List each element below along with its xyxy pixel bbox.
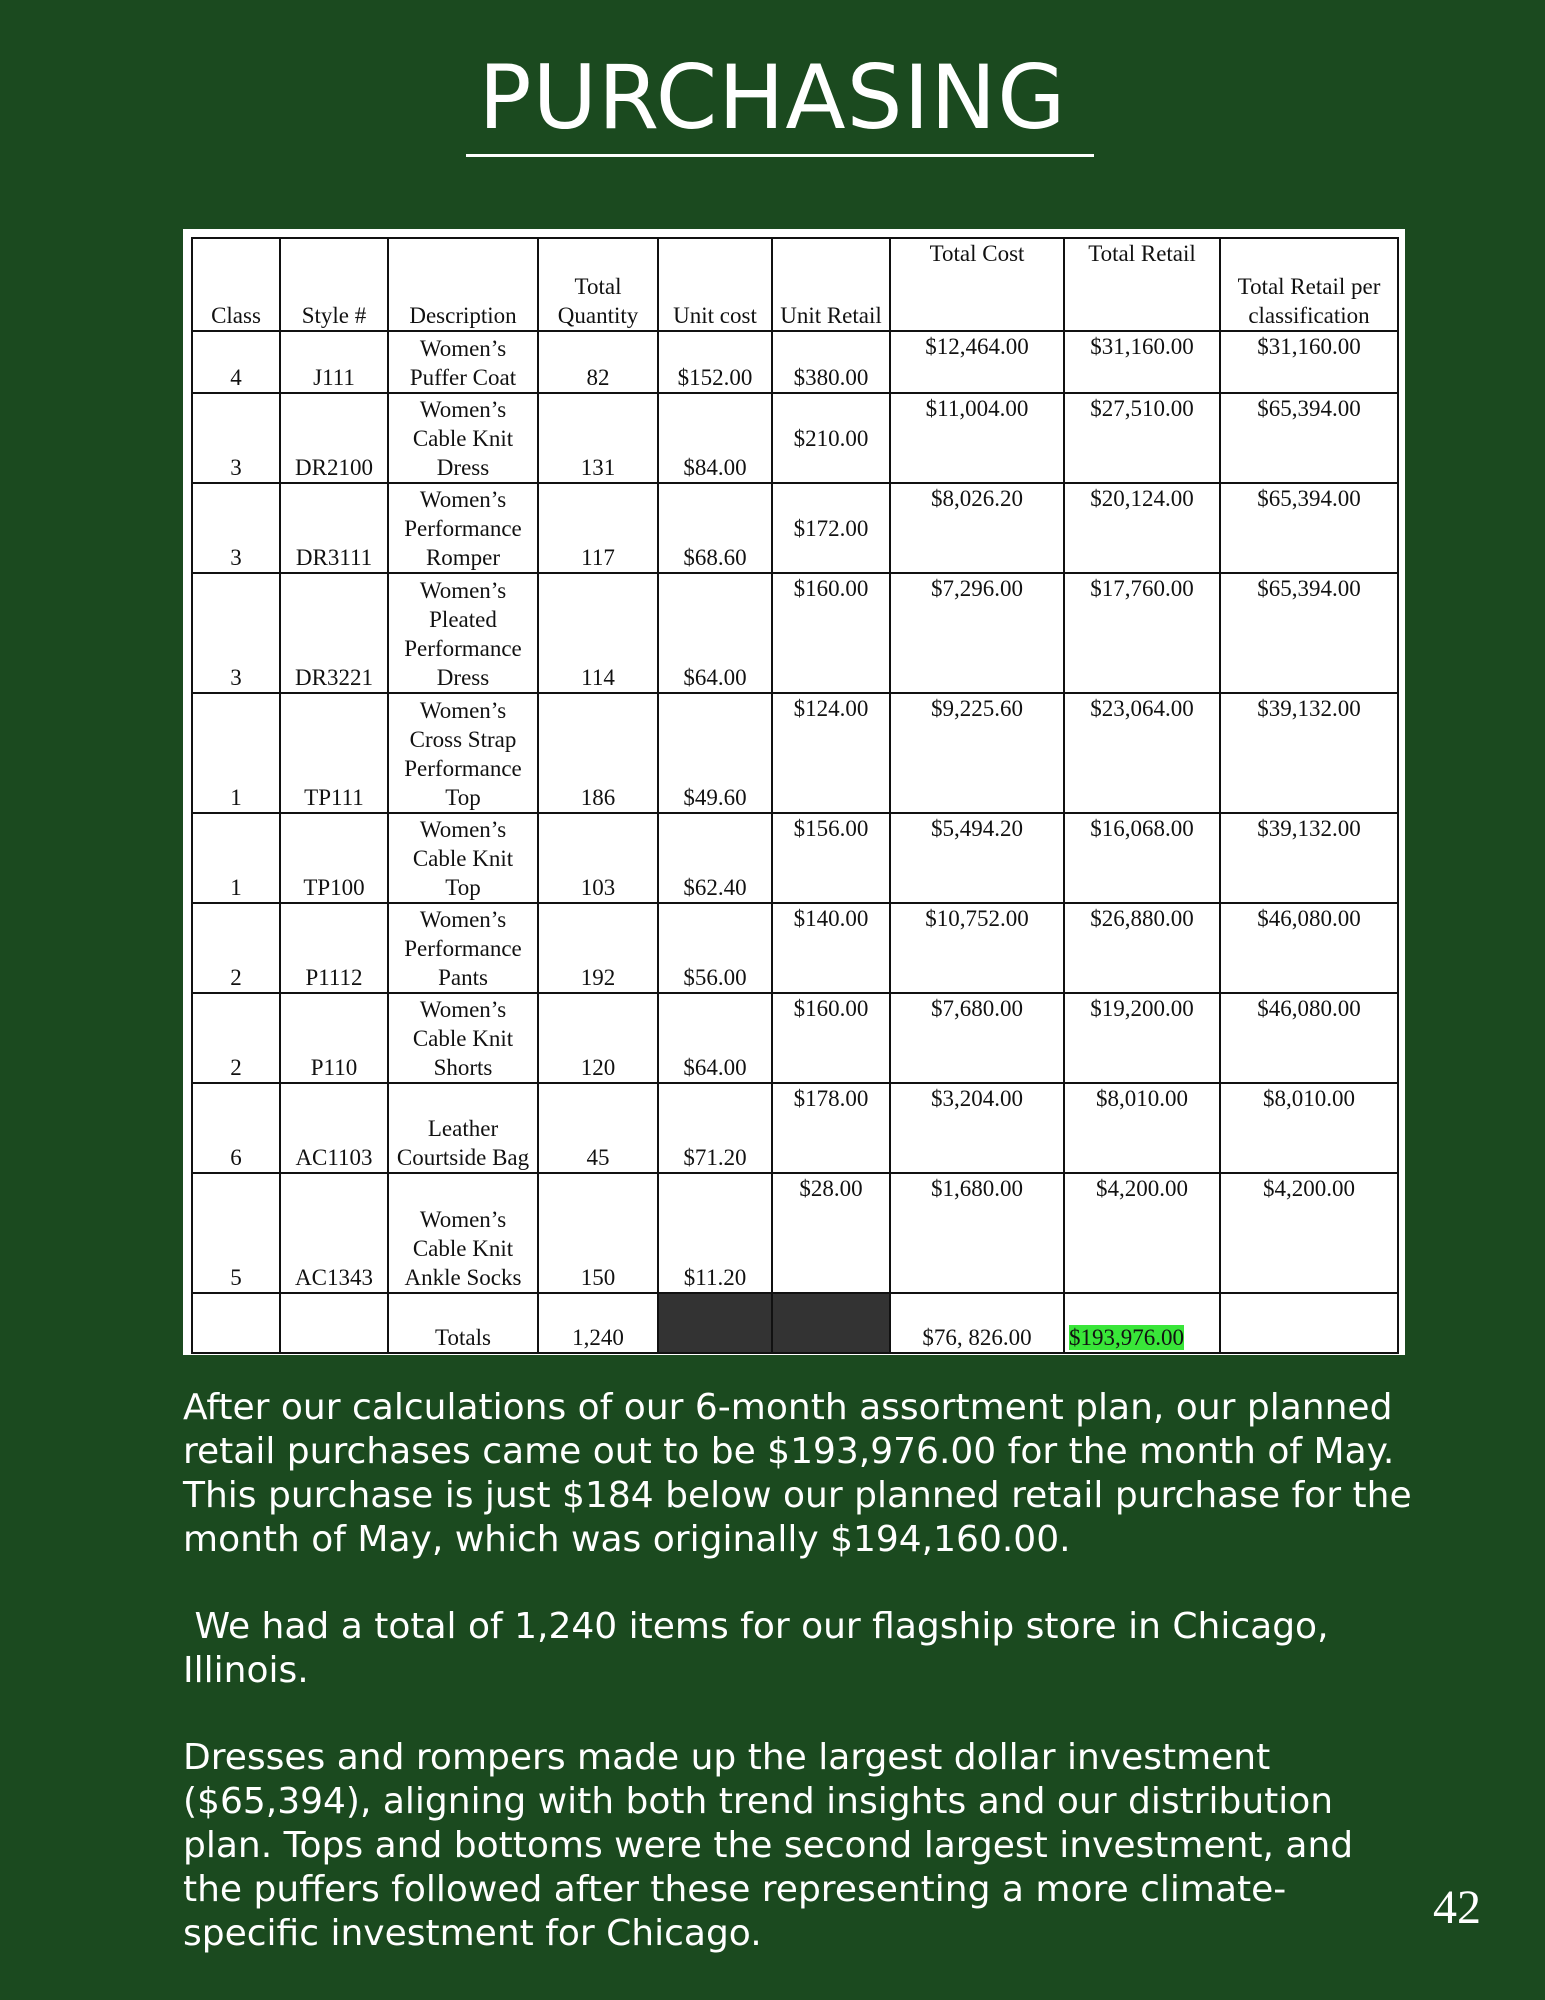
row-quantity: 82 [538,331,658,393]
totals-total-retail: $193,976.00 [1069,1325,1184,1350]
row-unit-cost: $11.20 [658,1173,772,1293]
row-unit-retail: $172.00 [772,483,890,573]
row-total-cost: $1,680.00 [890,1173,1064,1293]
row-total-cost: $11,004.00 [890,393,1064,483]
header-total-retail-per-class: Total Retail per classification [1220,238,1398,331]
page-number: 42 [1433,1881,1481,1934]
row-unit-retail: $124.00 [772,693,890,813]
row-unit-retail: $140.00 [772,903,890,993]
row-total-retail-per-class: $4,200.00 [1220,1173,1398,1293]
table-row [192,483,1398,573]
purchasing-table-frame [183,229,1405,1355]
page-title: PURCHASING [478,46,1067,149]
body-text [183,1386,1424,1999]
row-description: Women’s Cable Knit Top [388,813,538,903]
row-description: Women’s Performance Romper [388,483,538,573]
table-row [192,1173,1398,1293]
totals-total-cost: $76, 826.00 [890,1293,1064,1353]
row-unit-retail: $380.00 [772,331,890,393]
totals-quantity: 1,240 [538,1293,658,1353]
header-total-retail: Total Retail [1064,238,1220,331]
row-quantity: 45 [538,1083,658,1173]
totals-empty-3 [1220,1293,1398,1353]
row-total-retail: $23,064.00 [1064,693,1220,813]
row-class: 3 [192,393,280,483]
row-total-retail: $31,160.00 [1064,331,1220,393]
row-total-retail-per-class: $65,394.00 [1220,393,1398,483]
row-total-retail: $16,068.00 [1064,813,1220,903]
header-total-cost: Total Cost [890,238,1064,331]
row-style: P1112 [280,903,388,993]
row-style: AC1103 [280,1083,388,1173]
row-total-retail: $17,760.00 [1064,573,1220,693]
row-total-retail: $26,880.00 [1064,903,1220,993]
row-style: DR2100 [280,393,388,483]
header-class: Class [192,238,280,331]
row-quantity: 120 [538,993,658,1083]
row-class: 2 [192,993,280,1083]
totals-label: Totals [388,1293,538,1353]
row-description: Women’s Performance Pants [388,903,538,993]
row-total-cost: $3,204.00 [890,1083,1064,1173]
row-style: TP111 [280,693,388,813]
row-style: DR3221 [280,573,388,693]
row-unit-retail: $28.00 [772,1173,890,1293]
totals-shaded-cell [772,1293,890,1353]
table-row [192,1083,1398,1173]
row-quantity: 186 [538,693,658,813]
row-style: P110 [280,993,388,1083]
row-description: Women’s Cross Strap Performance Top [388,693,538,813]
row-total-retail: $4,200.00 [1064,1173,1220,1293]
row-description: Women’s Cable Knit Dress [388,393,538,483]
row-quantity: 114 [538,573,658,693]
row-total-cost: $8,026.20 [890,483,1064,573]
row-total-retail-per-class: $65,394.00 [1220,483,1398,573]
row-description: Women’s Cable Knit Ankle Socks [388,1173,538,1293]
row-class: 2 [192,903,280,993]
row-total-retail-per-class: $65,394.00 [1220,573,1398,693]
table-row [192,693,1398,813]
row-class: 1 [192,693,280,813]
row-quantity: 192 [538,903,658,993]
paragraph-assortment-plan: After our calculations of our 6-month assortment plan, our planned retail purchases came out to be $193,976.00 for the month of May. This purchase is just $184 below our planned retail purchase for the month of May, which was originally $194,160.00. [183,1387,1424,1560]
row-total-cost: $7,680.00 [890,993,1064,1083]
header-description: Description [388,238,538,331]
purchasing-table [191,237,1399,1354]
row-quantity: 103 [538,813,658,903]
totals-empty-2 [280,1293,388,1353]
row-unit-retail: $156.00 [772,813,890,903]
row-unit-retail: $160.00 [772,573,890,693]
row-style: J111 [280,331,388,393]
paragraph-total-items: We had a total of 1,240 items for our flagship store in Chicago, Illinois. [183,1606,1340,1691]
row-description: Women’s Pleated Performance Dress [388,573,538,693]
row-class: 3 [192,573,280,693]
row-unit-cost: $152.00 [658,331,772,393]
row-total-retail: $20,124.00 [1064,483,1220,573]
row-total-retail-per-class: $8,010.00 [1220,1083,1398,1173]
row-total-cost: $9,225.60 [890,693,1064,813]
table-row [192,813,1398,903]
row-total-retail-per-class: $39,132.00 [1220,813,1398,903]
table-row [192,393,1398,483]
totals-empty-1 [192,1293,280,1353]
table-header-row [192,238,1398,331]
row-unit-cost: $64.00 [658,993,772,1083]
row-description: Leather Courtside Bag [388,1083,538,1173]
row-unit-retail: $210.00 [772,393,890,483]
row-total-cost: $12,464.00 [890,331,1064,393]
totals-total-retail-cell [1064,1293,1220,1353]
row-description: Women’s Cable Knit Shorts [388,993,538,1083]
row-total-retail-per-class: $39,132.00 [1220,693,1398,813]
row-total-retail: $19,200.00 [1064,993,1220,1083]
row-class: 5 [192,1173,280,1293]
row-unit-cost: $64.00 [658,573,772,693]
totals-row [192,1293,1398,1353]
row-unit-cost: $71.20 [658,1083,772,1173]
table-row [192,903,1398,993]
row-style: DR3111 [280,483,388,573]
row-unit-retail: $160.00 [772,993,890,1083]
row-total-cost: $10,752.00 [890,903,1064,993]
row-total-retail: $27,510.00 [1064,393,1220,483]
row-total-retail-per-class: $46,080.00 [1220,903,1398,993]
table-body [192,331,1398,1293]
row-quantity: 131 [538,393,658,483]
row-style: AC1343 [280,1173,388,1293]
totals-shaded-cell [658,1293,772,1353]
row-unit-cost: $84.00 [658,393,772,483]
row-unit-cost: $49.60 [658,693,772,813]
header-total-quantity: Total Quantity [538,238,658,331]
row-total-retail-per-class: $31,160.00 [1220,331,1398,393]
header-unit-cost: Unit cost [658,238,772,331]
row-total-cost: $5,494.20 [890,813,1064,903]
row-class: 3 [192,483,280,573]
table-row [192,331,1398,393]
row-unit-cost: $62.40 [658,813,772,903]
row-quantity: 117 [538,483,658,573]
row-description: Women’s Puffer Coat [388,331,538,393]
paragraph-investment: Dresses and rompers made up the largest dollar investment ($65,394), aligning with both trend insights and our distribution plan. Tops and bottoms were the second largest investment, and the puffers followed after these representing a more climate-specific investment for Chicago. [183,1737,1365,1954]
row-unit-cost: $56.00 [658,903,772,993]
title-underline [466,154,1094,157]
row-unit-cost: $68.60 [658,483,772,573]
row-total-cost: $7,296.00 [890,573,1064,693]
table-row [192,573,1398,693]
row-unit-retail: $178.00 [772,1083,890,1173]
row-class: 1 [192,813,280,903]
row-class: 4 [192,331,280,393]
table-row [192,993,1398,1083]
row-total-retail: $8,010.00 [1064,1083,1220,1173]
row-quantity: 150 [538,1173,658,1293]
header-style: Style # [280,238,388,331]
row-total-retail-per-class: $46,080.00 [1220,993,1398,1083]
row-class: 6 [192,1083,280,1173]
header-unit-retail: Unit Retail [772,238,890,331]
row-style: TP100 [280,813,388,903]
